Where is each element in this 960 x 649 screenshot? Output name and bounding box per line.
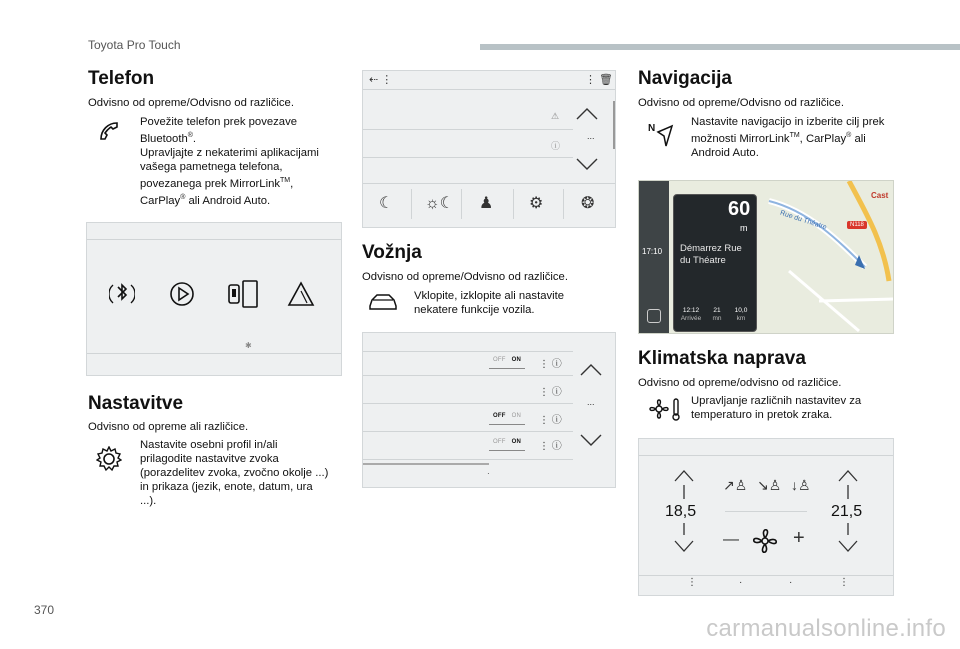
telefon-desc-1: Povežite telefon prek povezave Bluetooth xyxy=(140,116,297,145)
warning-small-icon: ⚠ xyxy=(551,111,560,121)
klimatska-subtitle: Odvisno od opreme/odvisno od različice. xyxy=(638,377,842,389)
back-arrow-icon[interactable]: ⇠ ⋮ xyxy=(369,74,393,86)
navigacija-desc-2: , CarPlay xyxy=(799,132,847,145)
scroll-up-chevron-icon[interactable] xyxy=(575,107,599,121)
voznja-description: Vklopite, izklopite ali nastavite nekatere funkcije vozila. xyxy=(414,290,565,316)
row3-info-icon[interactable]: ⋮ ⓘ xyxy=(539,415,562,426)
climate-dot-2[interactable]: · xyxy=(789,577,793,588)
stat-distance: 10,0 km xyxy=(734,307,748,322)
settings-gear-icon xyxy=(96,446,122,472)
navigacija-desc-1: Nastavite navigacijo in izberite cilj prek možnosti MirrorLink xyxy=(691,116,885,145)
day-night-icon[interactable]: ☼☾ xyxy=(425,195,455,212)
left-temperature: 18,5 xyxy=(665,503,697,520)
climate-fan-thermometer-icon xyxy=(646,396,682,422)
klimatska-title: Klimatska naprava xyxy=(638,348,806,369)
map-road-badge: N118 xyxy=(847,221,867,229)
map-clock: 17:10 xyxy=(642,247,663,256)
info-small-icon: ⓘ xyxy=(551,141,561,151)
guidance-distance: 60 xyxy=(728,198,751,220)
profile-icon[interactable]: ♟ xyxy=(479,195,494,212)
climate-menu-left-icon[interactable]: ⋮ xyxy=(687,577,697,588)
list-more-icon[interactable]: ... xyxy=(587,397,595,407)
telefon-desc-1-end: . xyxy=(192,132,197,145)
navigacija-desc-2-end: ali Android Auto. xyxy=(691,132,866,159)
voznja-title: Vožnja xyxy=(362,242,422,263)
more-dots-icon[interactable]: ... xyxy=(587,131,595,141)
guidance-card xyxy=(673,194,757,332)
page-number: 370 xyxy=(34,603,55,617)
toggle-3[interactable]: OFF ON xyxy=(493,439,522,445)
header-bar xyxy=(480,44,960,50)
fan-icon xyxy=(749,525,781,557)
airflow-face-feet-icon[interactable]: ↘♙ xyxy=(757,477,782,493)
header-title: Toyota Pro Touch xyxy=(88,38,181,52)
map-menu-button[interactable] xyxy=(647,309,661,323)
bluetooth-status-icon: ✱ xyxy=(245,341,252,350)
watermark: carmanualsonline.info xyxy=(706,615,946,642)
telefon-desc-3-end: ali Android Auto. xyxy=(185,194,271,207)
telefon-desc-3-sup: ® xyxy=(180,193,186,201)
car-icon xyxy=(368,292,398,312)
list-down-chevron-icon[interactable] xyxy=(579,433,603,447)
bluetooth-phone-icon[interactable] xyxy=(109,279,135,309)
telefon-desc-3: , CarPlay xyxy=(140,177,294,207)
guidance-street: Démarrez Rue du Théatre xyxy=(680,243,742,266)
navigacija-desc-2-sup: ® xyxy=(846,132,852,139)
guidance-distance-unit: m xyxy=(740,223,748,233)
navigation-arrow-icon xyxy=(648,120,674,148)
voznja-subtitle: Odvisno od opreme/Odvisno od različice. xyxy=(362,271,568,283)
toggle-1[interactable]: OFF ON xyxy=(493,357,522,363)
mirror-screen-icon[interactable] xyxy=(227,279,259,309)
svg-text:N: N xyxy=(648,123,656,134)
row1-info-icon[interactable]: ⋮ ⓘ xyxy=(539,359,562,370)
menu-trash-icon[interactable]: ⋮ 🗑 xyxy=(585,74,614,86)
navigation-warning-icon[interactable] xyxy=(287,281,315,307)
climate-menu-right-icon[interactable]: ⋮ xyxy=(839,577,849,588)
system-settings-icon[interactable]: ⚙ xyxy=(529,195,544,212)
scrollbar[interactable] xyxy=(613,101,615,149)
telefon-title: Telefon xyxy=(88,68,155,89)
sound-settings-icon[interactable]: ❂ xyxy=(581,195,595,212)
scroll-down-chevron-icon[interactable] xyxy=(575,157,599,171)
toggle-2[interactable]: OFF ON xyxy=(493,413,522,419)
telefon-subtitle: Odvisno od opreme/Odvisno od različice. xyxy=(88,97,294,109)
list-up-chevron-icon[interactable] xyxy=(579,363,603,377)
navigacija-desc-1-sup: TM xyxy=(789,132,800,139)
telefon-description xyxy=(140,115,340,207)
navigacija-title: Navigacija xyxy=(638,68,732,89)
navigacija-subtitle: Odvisno od opreme/Odvisno od različice. xyxy=(638,97,844,109)
telefon-desc-1-sup: ® xyxy=(187,132,193,139)
map-street-label: Rue du Théatre xyxy=(779,209,828,232)
navigation-map[interactable] xyxy=(638,180,894,334)
telefon-screen xyxy=(86,222,342,376)
navigacija-description xyxy=(691,115,886,160)
stat-minutes: 21 mn xyxy=(712,307,722,322)
klimatska-description: Upravljanje različnih nastavitev za temperaturo in pretok zraka. xyxy=(691,395,862,421)
map-place-label: Cast xyxy=(871,191,889,200)
left-temp-down-icon[interactable] xyxy=(673,521,695,555)
row4-info-icon[interactable]: ⋮ ⓘ xyxy=(539,441,562,452)
play-icon[interactable] xyxy=(169,281,195,307)
telefon-desc-2: Upravljajte z nekaterimi aplikacijami vašega pametnega telefona, povezanega prek MirrorLink xyxy=(140,146,319,190)
vehicle-functions-screen xyxy=(362,332,616,488)
nastavitve-title: Nastavitve xyxy=(88,393,184,414)
climate-dot-1[interactable]: · xyxy=(739,577,743,588)
right-temperature: 21,5 xyxy=(831,503,863,520)
right-temp-down-icon[interactable] xyxy=(837,521,859,555)
night-mode-icon[interactable]: ☾ xyxy=(379,195,394,212)
settings-screen xyxy=(362,70,616,228)
airflow-feet-icon[interactable]: ↓♙ xyxy=(791,477,811,493)
airflow-face-icon[interactable]: ↗♙ xyxy=(723,477,748,493)
map-side-panel xyxy=(639,181,669,333)
fan-increase-icon[interactable]: + xyxy=(793,527,805,549)
phone-icon xyxy=(98,120,120,142)
fan-decrease-icon[interactable]: — xyxy=(723,531,739,548)
nastavitve-subtitle: Odvisno od opreme ali različice. xyxy=(88,421,249,433)
stat-arrival: 12:12 Arrivée xyxy=(680,307,702,322)
page-indicator-dot: · xyxy=(487,469,490,478)
nastavitve-description: Nastavite osebni profil in/ali prilagodite nastavitve zvoka (porazdelitev zvoka, zvočno okolje ...) in prikaza (jezik, enote, datum, ura ...). xyxy=(140,439,329,507)
telefon-desc-2-sup: TM xyxy=(280,176,291,184)
page-progress-bar xyxy=(363,463,489,465)
row2-info-icon[interactable]: ⋮ ⓘ xyxy=(539,387,562,398)
climate-screen xyxy=(638,438,894,596)
